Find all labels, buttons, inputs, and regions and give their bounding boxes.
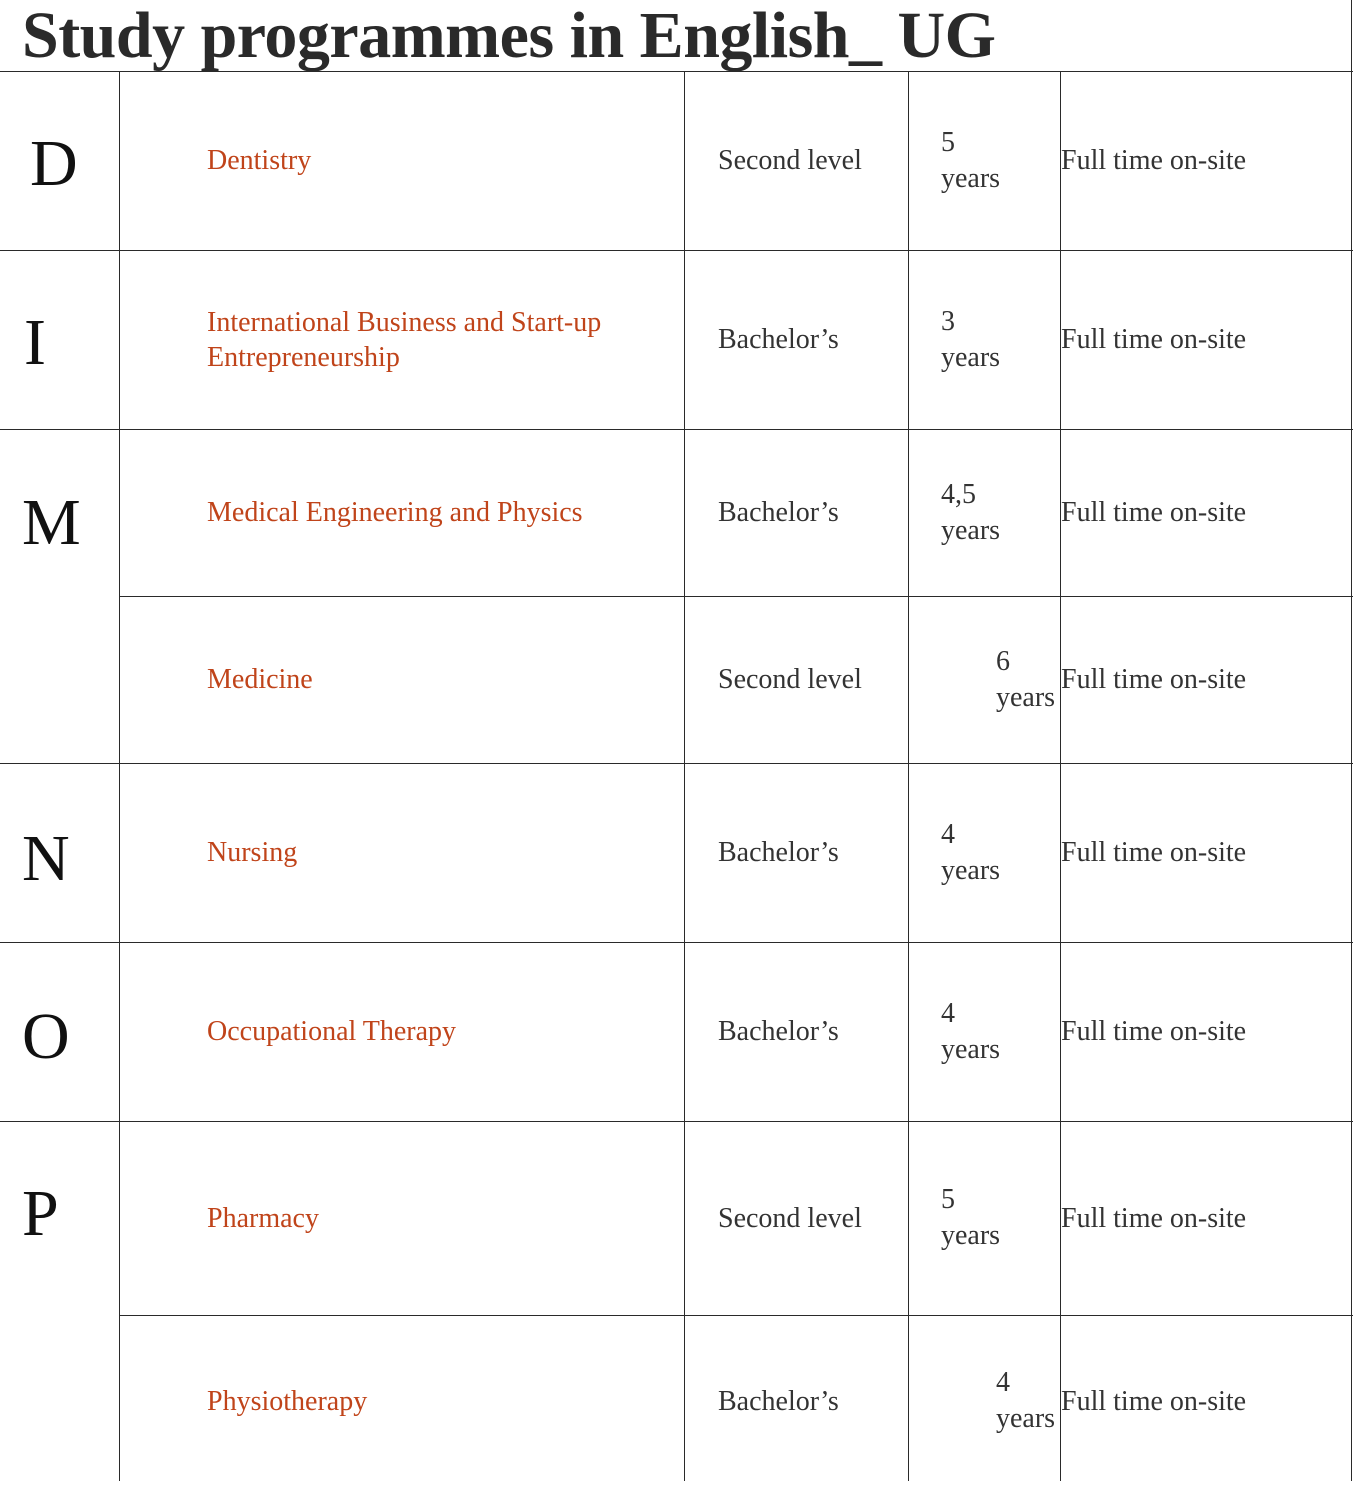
duration-unit: years bbox=[941, 1220, 1001, 1251]
duration-number: 6 bbox=[996, 645, 1010, 677]
duration-unit: years bbox=[941, 854, 1001, 886]
duration bbox=[941, 763, 1000, 942]
programme-link[interactable]: Occupational Therapy bbox=[207, 1016, 457, 1047]
degree-level: Bachelor’s bbox=[718, 837, 839, 868]
degree-level: Bachelor’s bbox=[718, 324, 839, 355]
degree-level: Second level bbox=[718, 664, 862, 695]
programme-link[interactable]: Nursing bbox=[207, 837, 298, 868]
duration-number: 4,5 bbox=[941, 478, 976, 510]
study-mode: Full time on-site bbox=[1061, 1202, 1247, 1234]
duration-unit: years bbox=[941, 162, 1001, 194]
duration bbox=[941, 250, 1000, 429]
group-letter: O bbox=[22, 1000, 70, 1073]
duration-unit: years bbox=[996, 1403, 1056, 1434]
duration-number: 4 bbox=[941, 997, 955, 1029]
group-letter: D bbox=[30, 127, 78, 200]
degree-level: Second level bbox=[718, 145, 862, 176]
group-letter: I bbox=[24, 306, 46, 379]
duration bbox=[996, 596, 1055, 763]
programme-link[interactable]: Dentistry bbox=[207, 145, 312, 176]
duration bbox=[941, 1121, 1000, 1315]
duration-unit: years bbox=[941, 341, 1001, 373]
duration bbox=[941, 942, 1000, 1121]
group-letter: M bbox=[22, 486, 81, 559]
programme-name-line: International Business and Start-up bbox=[207, 306, 602, 338]
duration bbox=[941, 429, 1000, 596]
study-mode: Full time on-site bbox=[1061, 1016, 1247, 1047]
column-divider bbox=[119, 71, 120, 1481]
duration-unit: years bbox=[941, 1033, 1001, 1065]
duration-unit: years bbox=[941, 514, 1001, 546]
degree-level: Second level bbox=[718, 1202, 862, 1234]
study-mode: Full time on-site bbox=[1061, 837, 1247, 868]
column-divider bbox=[684, 71, 685, 1481]
programme-link[interactable]: Physiotherapy bbox=[207, 1385, 368, 1417]
programme-link[interactable] bbox=[207, 250, 601, 429]
degree-level: Bachelor’s bbox=[718, 497, 839, 528]
study-mode: Full time on-site bbox=[1061, 145, 1247, 176]
programme-link[interactable]: Medical Engineering and Physics bbox=[207, 497, 583, 528]
duration-number: 5 bbox=[941, 126, 955, 158]
study-mode: Full time on-site bbox=[1061, 497, 1247, 528]
table-right-edge bbox=[1351, 0, 1352, 1481]
study-mode: Full time on-site bbox=[1061, 324, 1247, 355]
duration-number: 4 bbox=[996, 1367, 1010, 1398]
duration bbox=[996, 1315, 1055, 1487]
programme-link[interactable]: Pharmacy bbox=[207, 1202, 319, 1234]
duration-number: 4 bbox=[941, 818, 955, 850]
programme-link[interactable]: Medicine bbox=[207, 664, 313, 695]
duration-unit: years bbox=[996, 681, 1056, 713]
duration-number: 3 bbox=[941, 305, 955, 337]
degree-level: Bachelor’s bbox=[718, 1016, 839, 1047]
duration-number: 5 bbox=[941, 1184, 955, 1215]
study-mode: Full time on-site bbox=[1061, 1385, 1247, 1417]
group-letter: N bbox=[22, 822, 70, 895]
study-mode: Full time on-site bbox=[1061, 664, 1247, 695]
column-divider bbox=[908, 71, 909, 1481]
duration bbox=[941, 71, 1000, 250]
degree-level: Bachelor’s bbox=[718, 1385, 839, 1417]
programme-name-line: Entrepreneurship bbox=[207, 341, 400, 373]
page-title: Study programmes in English_ UG bbox=[22, 0, 996, 72]
group-letter: P bbox=[22, 1177, 59, 1250]
